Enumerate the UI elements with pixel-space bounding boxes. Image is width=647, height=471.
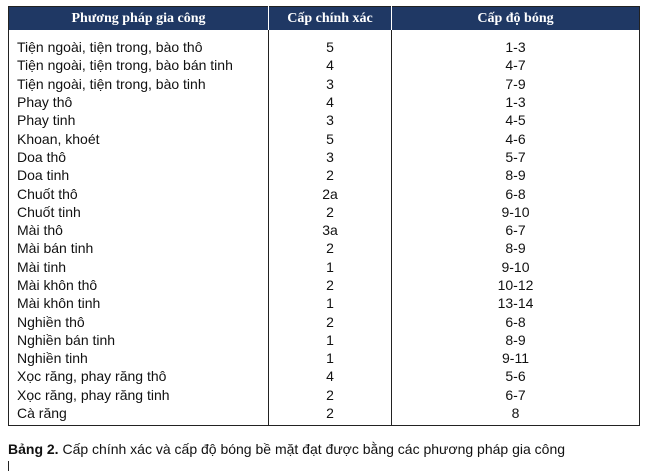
finish-cell: 5-6	[392, 367, 640, 385]
method-cell: Mài tinh	[9, 258, 269, 276]
method-cell: Mài khôn thô	[9, 276, 269, 294]
finish-cell: 6-8	[392, 184, 640, 202]
table-row	[9, 129, 640, 147]
finish-cell: 1-3	[392, 93, 640, 111]
finish-cell: 8-9	[392, 166, 640, 184]
accuracy-cell: 2	[269, 386, 392, 404]
accuracy-cell: 2	[269, 404, 392, 426]
accuracy-cell: 2	[269, 203, 392, 221]
method-cell: Tiện ngoài, tiện trong, bào bán tinh	[9, 56, 269, 74]
finish-cell: 6-7	[392, 221, 640, 239]
method-cell: Cà răng	[9, 404, 269, 426]
table-row	[9, 312, 640, 330]
finish-cell: 4-7	[392, 56, 640, 74]
table-row	[9, 75, 640, 93]
finish-cell: 10-12	[392, 276, 640, 294]
method-cell: Phay tinh	[9, 111, 269, 129]
finish-cell: 13-14	[392, 294, 640, 312]
method-cell: Mài khôn tinh	[9, 294, 269, 312]
accuracy-cell: 1	[269, 349, 392, 367]
method-cell: Xọc răng, phay răng tinh	[9, 386, 269, 404]
accuracy-cell: 2	[269, 276, 392, 294]
method-cell: Phay thô	[9, 93, 269, 111]
finish-cell: 8-9	[392, 239, 640, 257]
finish-cell: 9-10	[392, 258, 640, 276]
table-row	[9, 386, 640, 404]
accuracy-cell: 2	[269, 239, 392, 257]
table-body	[9, 30, 640, 426]
finish-cell: 7-9	[392, 75, 640, 93]
table-caption	[8, 441, 565, 457]
accuracy-cell: 1	[269, 258, 392, 276]
accuracy-cell: 3	[269, 75, 392, 93]
table-row	[9, 367, 640, 385]
table-row	[9, 56, 640, 74]
table-row	[9, 203, 640, 221]
method-cell: Tiện ngoài, tiện trong, bào thô	[9, 30, 269, 56]
table-row	[9, 111, 640, 129]
method-cell: Mài thô	[9, 221, 269, 239]
table-row	[9, 276, 640, 294]
method-cell: Nghiền bán tinh	[9, 331, 269, 349]
method-cell: Xọc răng, phay răng thô	[9, 367, 269, 385]
finish-cell: 4-5	[392, 111, 640, 129]
accuracy-cell: 4	[269, 93, 392, 111]
finish-cell: 9-10	[392, 203, 640, 221]
method-cell: Khoan, khoét	[9, 129, 269, 147]
machining-table	[8, 6, 640, 426]
accuracy-cell: 2	[269, 312, 392, 330]
table-row	[9, 221, 640, 239]
finish-cell: 6-8	[392, 312, 640, 330]
table-row	[9, 331, 640, 349]
accuracy-cell: 3	[269, 111, 392, 129]
method-cell: Mài bán tinh	[9, 239, 269, 257]
header-method: Phương pháp gia công	[9, 7, 269, 31]
method-cell: Chuốt tinh	[9, 203, 269, 221]
method-cell: Nghiền thô	[9, 312, 269, 330]
table-row	[9, 166, 640, 184]
accuracy-cell: 5	[269, 30, 392, 56]
table-row	[9, 93, 640, 111]
method-cell: Doa thô	[9, 148, 269, 166]
accuracy-cell: 3a	[269, 221, 392, 239]
method-cell: Nghiền tinh	[9, 349, 269, 367]
accuracy-cell: 2	[269, 166, 392, 184]
accuracy-cell: 1	[269, 294, 392, 312]
finish-cell: 8	[392, 404, 640, 426]
header-finish: Cấp độ bóng	[392, 7, 640, 31]
table-row	[9, 184, 640, 202]
table-row	[9, 294, 640, 312]
finish-cell: 5-7	[392, 148, 640, 166]
method-cell: Chuốt thô	[9, 184, 269, 202]
accuracy-cell: 4	[269, 56, 392, 74]
caption-text: Cấp chính xác và cấp độ bóng bề mặt đạt được bằng các phương pháp gia công	[58, 441, 566, 457]
finish-cell: 1-3	[392, 30, 640, 56]
table-row	[9, 349, 640, 367]
finish-cell: 4-6	[392, 129, 640, 147]
header-accuracy: Cấp chính xác	[269, 7, 392, 31]
table-row	[9, 239, 640, 257]
finish-cell: 9-11	[392, 349, 640, 367]
finish-cell: 8-9	[392, 331, 640, 349]
accuracy-cell: 2a	[269, 184, 392, 202]
accuracy-cell: 1	[269, 331, 392, 349]
table-row	[9, 148, 640, 166]
accuracy-cell: 3	[269, 148, 392, 166]
finish-cell: 6-7	[392, 386, 640, 404]
table-header	[9, 7, 640, 31]
accuracy-cell: 5	[269, 129, 392, 147]
table-row	[9, 30, 640, 56]
table-row	[9, 258, 640, 276]
caption-label: Bảng 2.	[8, 441, 59, 457]
table-row	[9, 404, 640, 426]
method-cell: Tiện ngoài, tiện trong, bào tinh	[9, 75, 269, 93]
text-cursor	[8, 461, 9, 471]
accuracy-cell: 4	[269, 367, 392, 385]
method-cell: Doa tinh	[9, 166, 269, 184]
